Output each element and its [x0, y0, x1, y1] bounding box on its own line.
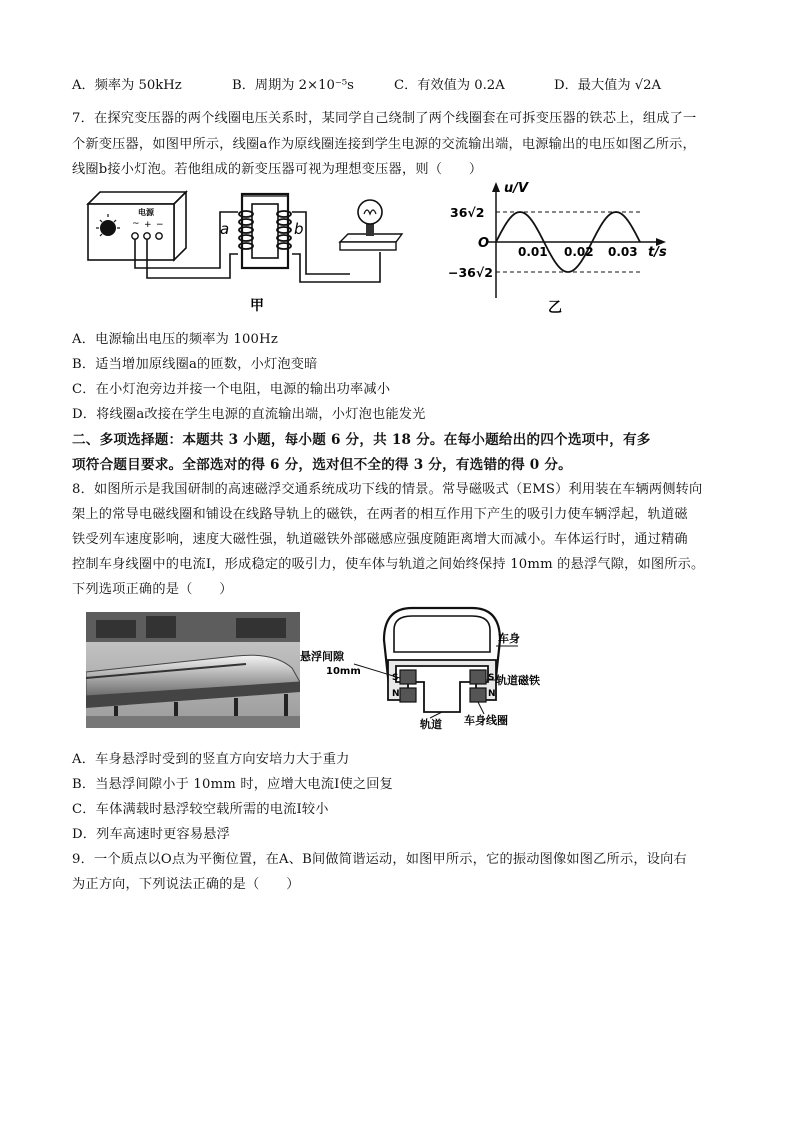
q7-voltage-graph [448, 180, 678, 322]
q6-option-a: A．频率为 50kHz [72, 78, 182, 93]
q6-options [72, 74, 732, 94]
q6-option-b: B．周期为 2×10⁻⁵s [232, 78, 354, 93]
pole-n-label: N [392, 689, 400, 699]
section2-heading-line-2: 项符合题目要求。全部选对的得 6 分，选对但不全的得 3 分，有选错的得 0 分。 [72, 457, 572, 473]
rail-magnet-left [400, 670, 416, 684]
q6-option-c: C．有效值为 0.2A [394, 78, 505, 93]
q7-option-d: D．将线圈a改接在学生电源的直流输出端，小灯泡也能发光 [72, 407, 426, 422]
q9-stem-line-1: 9．一个质点以O点为平衡位置，在A、B间做简谐运动，如图甲所示，它的振动图像如图乙所示，设向右 [72, 852, 687, 867]
terminal-ac [132, 233, 138, 239]
terminal-minus [156, 233, 162, 239]
q8-option-b: B．当悬浮间隙小于 10mm 时，应增大电流I使之回复 [72, 777, 394, 792]
svg-text:+: + [144, 220, 152, 230]
x-tick-002: 0.02 [564, 245, 594, 259]
car-coil-left [400, 688, 416, 702]
maglev-cross-section [300, 600, 540, 736]
section2-heading-line-1: 二、多项选择题：本题共 3 小题，每小题 6 分，共 18 分。在每小题给出的四个选项中，有多 [72, 432, 651, 448]
q8-stem-line-4: 控制车身线圈中的电流I，形成稳定的吸引力，使车体与轨道之间始终保持 10mm 的悬浮气隙，如图所示。 [72, 557, 705, 572]
pole-s-label: S [392, 673, 399, 683]
terminal-plus [144, 233, 150, 239]
car-coil-label: 车身线圈 [464, 714, 508, 727]
x-axis-label: t/s [648, 245, 667, 260]
q7-stem-line-3: 线圈b接小灯泡。若他组成的新变压器可视为理想变压器，则（ ） [72, 162, 483, 177]
q6-option-d: D．最大值为 √2A [554, 78, 662, 93]
gap-value-label: 10mm [326, 666, 361, 677]
x-tick-001: 0.01 [518, 245, 548, 259]
q9-stem-line-2: 为正方向，下列说法正确的是（ ） [72, 877, 300, 892]
figure-jia-caption: 甲 [250, 298, 264, 314]
y-tick-max: 36√2 [450, 205, 485, 220]
q8-stem-line-1: 8．如图所示是我国研制的高速磁浮交通系统成功下线的情景。常导磁吸式（EMS）利用装在车辆两侧转向 [72, 482, 703, 497]
q8-option-c: C．车体满载时悬浮较空载所需的电流I较小 [72, 802, 329, 817]
y-axis-label: u/V [504, 181, 529, 196]
origin-label: O [478, 236, 490, 251]
rail-magnet-label: 轨道磁铁 [496, 674, 540, 687]
q7-stem-line-1: 7．在探究变压器的两个线圈电压关系时，某同学自己绕制了两个线圈套在可拆变压器的铁芯上，组成了一 [72, 111, 697, 126]
q8-option-a: A．车身悬浮时受到的竖直方向安培力大于重力 [72, 752, 350, 767]
svg-text:~: ~ [132, 219, 140, 229]
q7-option-a: A．电源输出电压的频率为 100Hz [72, 332, 278, 347]
svg-text:−: − [156, 220, 164, 230]
gap-label: 悬浮间隙 [300, 650, 344, 663]
transformer-core [242, 194, 288, 268]
coil-b-label: b [294, 220, 304, 238]
light-bulb-icon [340, 200, 402, 250]
rail-magnet-right [470, 670, 486, 684]
maglev-train-photo [86, 612, 300, 728]
track-label: 轨道 [420, 718, 442, 731]
car-coil-right [470, 688, 486, 702]
power-supply-label: 电源 [138, 208, 154, 217]
y-tick-min: −36√2 [448, 265, 493, 280]
q7-circuit-diagram [80, 182, 420, 322]
q7-option-b: B．适当增加原线圈a的匝数，小灯泡变暗 [72, 357, 318, 372]
pole-s-label-right: S [488, 673, 495, 683]
q8-stem-line-2: 架上的常导电磁线圈和铺设在线路导轨上的磁铁，在两者的相互作用下产生的吸引力使车辆浮起，轨道磁 [72, 507, 688, 522]
figure-yi-caption: 乙 [548, 300, 562, 316]
knob-icon [100, 220, 116, 236]
car-body-label: 车身 [498, 632, 520, 645]
car-window [394, 616, 490, 652]
q8-option-d: D．列车高速时更容易悬浮 [72, 827, 231, 842]
q8-stem-line-5: 下列选项正确的是（ ） [72, 582, 233, 597]
q8-stem-line-3: 铁受列车速度影响，速度大磁性强，轨道磁铁外部磁感应强度随距离增大而减小。车体运行时，通过精确 [72, 532, 688, 547]
x-tick-003: 0.03 [608, 245, 638, 259]
power-supply [88, 192, 186, 260]
coil-a-label: a [220, 220, 230, 238]
pole-n-label-right: N [488, 689, 496, 699]
q7-stem-line-2: 个新变压器，如图甲所示，线圈a作为原线圈连接到学生电源的交流输出端，电源输出的电压如图乙所示， [72, 137, 696, 152]
q7-option-c: C．在小灯泡旁边并接一个电阻，电源的输出功率减小 [72, 382, 391, 397]
